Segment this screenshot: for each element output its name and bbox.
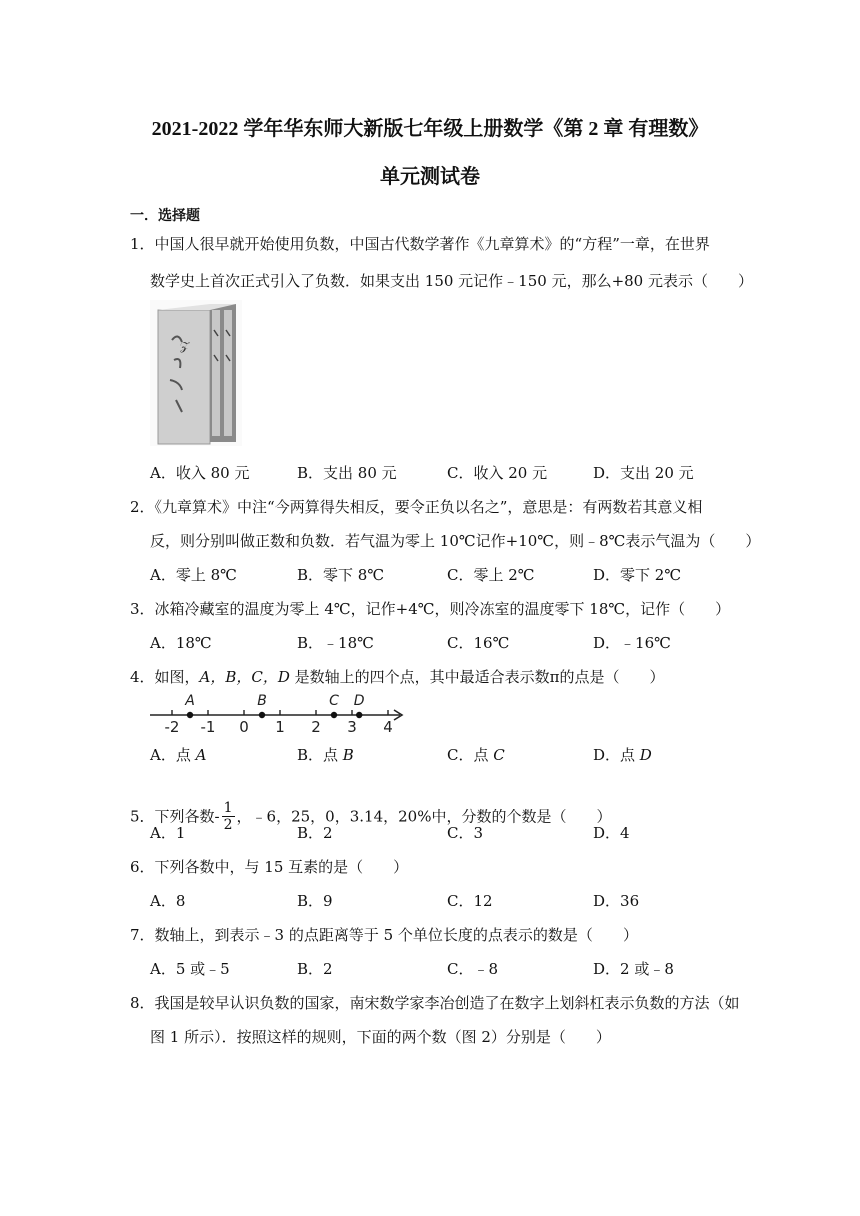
point-c <box>331 712 337 718</box>
question-1-line2: 数学史上首次正式引入了负数．如果支出 150 元记作﹣150 元，那么+80 元表示（ ） <box>150 272 753 290</box>
question-6-line1: 6．下列各数中，与 15 互素的是（ ） <box>130 858 409 876</box>
q1-option-b[interactable]: B．支出 80 元 <box>297 464 397 482</box>
q7-option-b[interactable]: B．2 <box>297 960 333 978</box>
point-d <box>356 712 362 718</box>
point-label-b: B <box>257 693 267 709</box>
point-b <box>259 712 265 718</box>
q1-option-c[interactable]: C．收入 20 元 <box>447 464 548 482</box>
page-title: 2021-2022 学年华东师大新版七年级上册数学《第 2 章 有理数》 <box>151 118 709 140</box>
q3-option-a[interactable]: A．18℃ <box>150 634 212 652</box>
point-label-d: D <box>353 693 365 709</box>
question-3-line1: 3．冰箱冷藏室的温度为零上 4℃，记作+4℃，则冷冻室的温度零下 18℃，记作（ ） <box>130 600 731 618</box>
q7-option-c[interactable]: C．﹣8 <box>447 960 499 978</box>
question-1-line1: 1．中国人很早就开始使用负数，中国古代数学著作《九章算术》的“方程”一章，在世界 <box>130 235 710 253</box>
q4-option-c[interactable]: C．点 C <box>447 746 505 764</box>
q3-option-d[interactable]: D．﹣16℃ <box>593 634 671 652</box>
q3-option-b[interactable]: B．﹣18℃ <box>297 634 374 652</box>
book-image <box>150 300 242 446</box>
svg-text:𝒵: 𝒵 <box>180 339 190 353</box>
tick-label: 1 <box>275 718 285 736</box>
question-2-line2: 反，则分别叫做正数和负数．若气温为零上 10℃记作+10℃，则﹣8℃表示气温为（ ） <box>150 532 761 550</box>
q1-option-d[interactable]: D．支出 20 元 <box>593 464 694 482</box>
q2-option-b[interactable]: B．零下 8℃ <box>297 566 385 584</box>
tick-label: 0 <box>239 718 249 736</box>
point-label-a: A <box>185 693 195 709</box>
section-heading: 一．选择题 <box>130 208 200 224</box>
q7-option-a[interactable]: A．5 或﹣5 <box>150 960 230 978</box>
q4-option-d[interactable]: D．点 D <box>593 746 652 764</box>
q6-option-d[interactable]: D．36 <box>593 892 640 910</box>
q6-option-c[interactable]: C．12 <box>447 892 493 910</box>
tick-label: 3 <box>347 718 357 736</box>
tick-label: -2 <box>164 718 180 736</box>
question-8-line1: 8．我国是较早认识负数的国家，南宋数学家李冶创造了在数字上划斜杠表示负数的方法（如 <box>130 994 740 1012</box>
page-subtitle: 单元测试卷 <box>380 166 480 188</box>
q2-option-a[interactable]: A．零上 8℃ <box>150 566 237 584</box>
q5-option-b[interactable]: B．2 <box>297 824 333 842</box>
question-5-line1: 5．下列各数- $\frac{1}{2}$ ，﹣6，25，0，3.14，20%中，分数的个数是（ ） <box>130 800 612 833</box>
q5-option-c[interactable]: C．3 <box>447 824 484 842</box>
tick-label: 2 <box>311 718 321 736</box>
q5-option-a[interactable]: A．1 <box>150 824 186 842</box>
tick-label: 4 <box>383 718 393 736</box>
question-4-line1: 4．如图，A，B，C，D 是数轴上的四个点，其中最适合表示数π的点是（ ） <box>130 668 665 686</box>
number-line-figure <box>148 688 410 736</box>
q7-option-d[interactable]: D．2 或﹣8 <box>593 960 674 978</box>
point-label-c: C <box>329 693 339 709</box>
q6-option-a[interactable]: A．8 <box>150 892 186 910</box>
tick-label: -1 <box>200 718 216 736</box>
q4-option-b[interactable]: B．点 B <box>297 746 354 764</box>
question-2-line1: 2．《九章算术》中注“今两算得失相反，要令正负以名之”，意思是：有两数若其意义相 <box>130 498 703 516</box>
question-7-line1: 7．数轴上，到表示﹣3 的点距离等于 5 个单位长度的点表示的数是（ ） <box>130 926 638 944</box>
fraction: $\frac{1}{2}$ <box>223 800 233 833</box>
q6-option-b[interactable]: B．9 <box>297 892 333 910</box>
q1-option-a[interactable]: A．收入 80 元 <box>150 464 250 482</box>
q5-option-d[interactable]: D．4 <box>593 824 630 842</box>
q2-option-c[interactable]: C．零上 2℃ <box>447 566 535 584</box>
q3-option-c[interactable]: C．16℃ <box>447 634 510 652</box>
q2-option-d[interactable]: D．零下 2℃ <box>593 566 682 584</box>
point-a <box>187 712 193 718</box>
q4-option-a[interactable]: A．点 A <box>150 746 207 764</box>
fraction-sign: - <box>214 807 220 826</box>
question-8-line2: 图 1 所示）．按照这样的规则，下面的两个数（图 2）分别是（ ） <box>150 1028 611 1046</box>
